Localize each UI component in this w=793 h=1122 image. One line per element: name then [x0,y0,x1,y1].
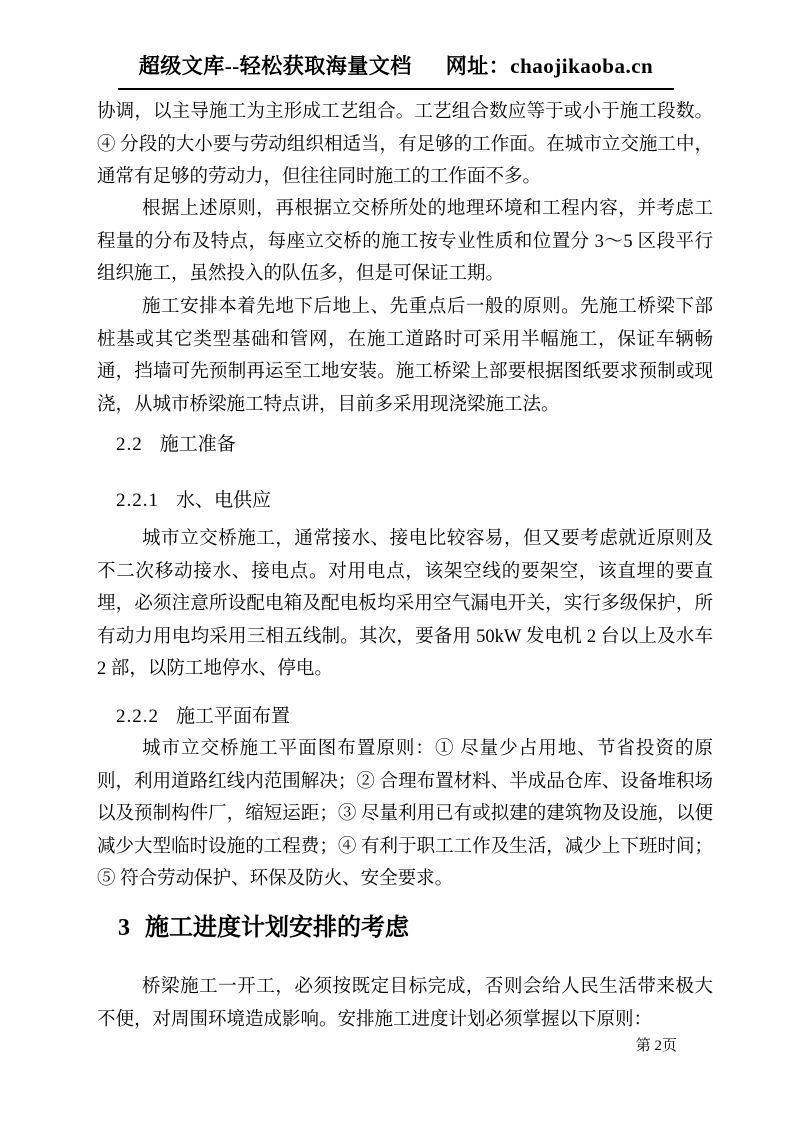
paragraph-arrangement: 施工安排本着先地下后地上、先重点后一般的原则。先施工桥梁下部桩基或其它类型基础和管网，在施工道路时可采用半幅施工，保证车辆畅通，挡墙可先预制再运至工地安装。施工桥梁上部要根据图纸要求预制或现浇，从城市桥梁施工特点讲，目前多采用现浇梁施工法。 [97,297,713,415]
heading-number: 2.2.1 [116,490,159,511]
heading-section-2-2-1 [116,489,271,513]
paragraph-water-power: 城市立交桥施工，通常接水、接电比较容易，但又要考虑就近原则及不二次移动接水、接电点。对用电点，该架空线的要架空，该直埋的要直埋，必须注意所设配电箱及配电板均采用空气漏电开关，实行多级保护，所有动力用电均采用三相五线制。其次，要备用 50kW 发电机 2 台以上及水车 2 部，以防工地停水、停电。 [97,529,713,679]
heading-section-3 [118,913,409,943]
heading-number: 3 [118,915,130,941]
heading-number: 2.2 [116,434,143,455]
heading-title: 水、电供应 [176,490,272,511]
paragraph-principles: 根据上述原则，再根据立交桥所处的地理环境和工程内容，并考虑工程量的分布及特点，每座立交桥的施工按专业性质和位置分 3～5 区段平行组织施工，虽然投入的队伍多，但是可保证工期。 [97,199,713,284]
paragraph-continuation: 协调，以主导施工为主形成工艺组合。工艺组合数应等于或小于施工段数。④ 分段的大小要与劳动组织相适当，有足够的工作面。在城市立交施工中，通常有足够的劳动力，但往往同时施工的工作面不多。 [97,102,713,187]
heading-section-2-2-2 [116,705,290,729]
heading-number: 2.2.2 [116,706,159,727]
header-divider [118,88,674,90]
header-site-title: 超级文库--轻松获取海量文档 [138,54,412,78]
heading-title: 施工准备 [159,434,236,455]
footer-page-number: 第 2页 [635,1038,677,1054]
header-url-label: 网址： [445,54,511,78]
paragraph-site-layout: 城市立交桥施工平面图布置原则：① 尽量少占用地、节省投资的原则，利用道路红线内范围解决；② 合理布置材料、半成品仓库、设备堆积场以及预制构件厂，缩短运距；③ 尽量利用已有或拟建的建筑物及设施，以便减少大型临时设施的工程费；④ 有利于职工工作及生活，减少上下班时间；⑤ 符合劳动保护、环保及防火、安全要求。 [97,739,713,889]
page-header [118,50,674,80]
paragraph-schedule: 桥梁施工一开工，必须按既定目标完成，否则会给人民生活带来极大不便，对周围环境造成影响。安排施工进度计划必须掌握以下原则： [97,977,713,1030]
header-url: chaojikaoba.cn [510,54,654,78]
heading-title: 施工平面布置 [176,706,291,727]
heading-section-2-2 [116,433,236,457]
heading-title: 施工进度计划安排的考虑 [145,915,409,941]
